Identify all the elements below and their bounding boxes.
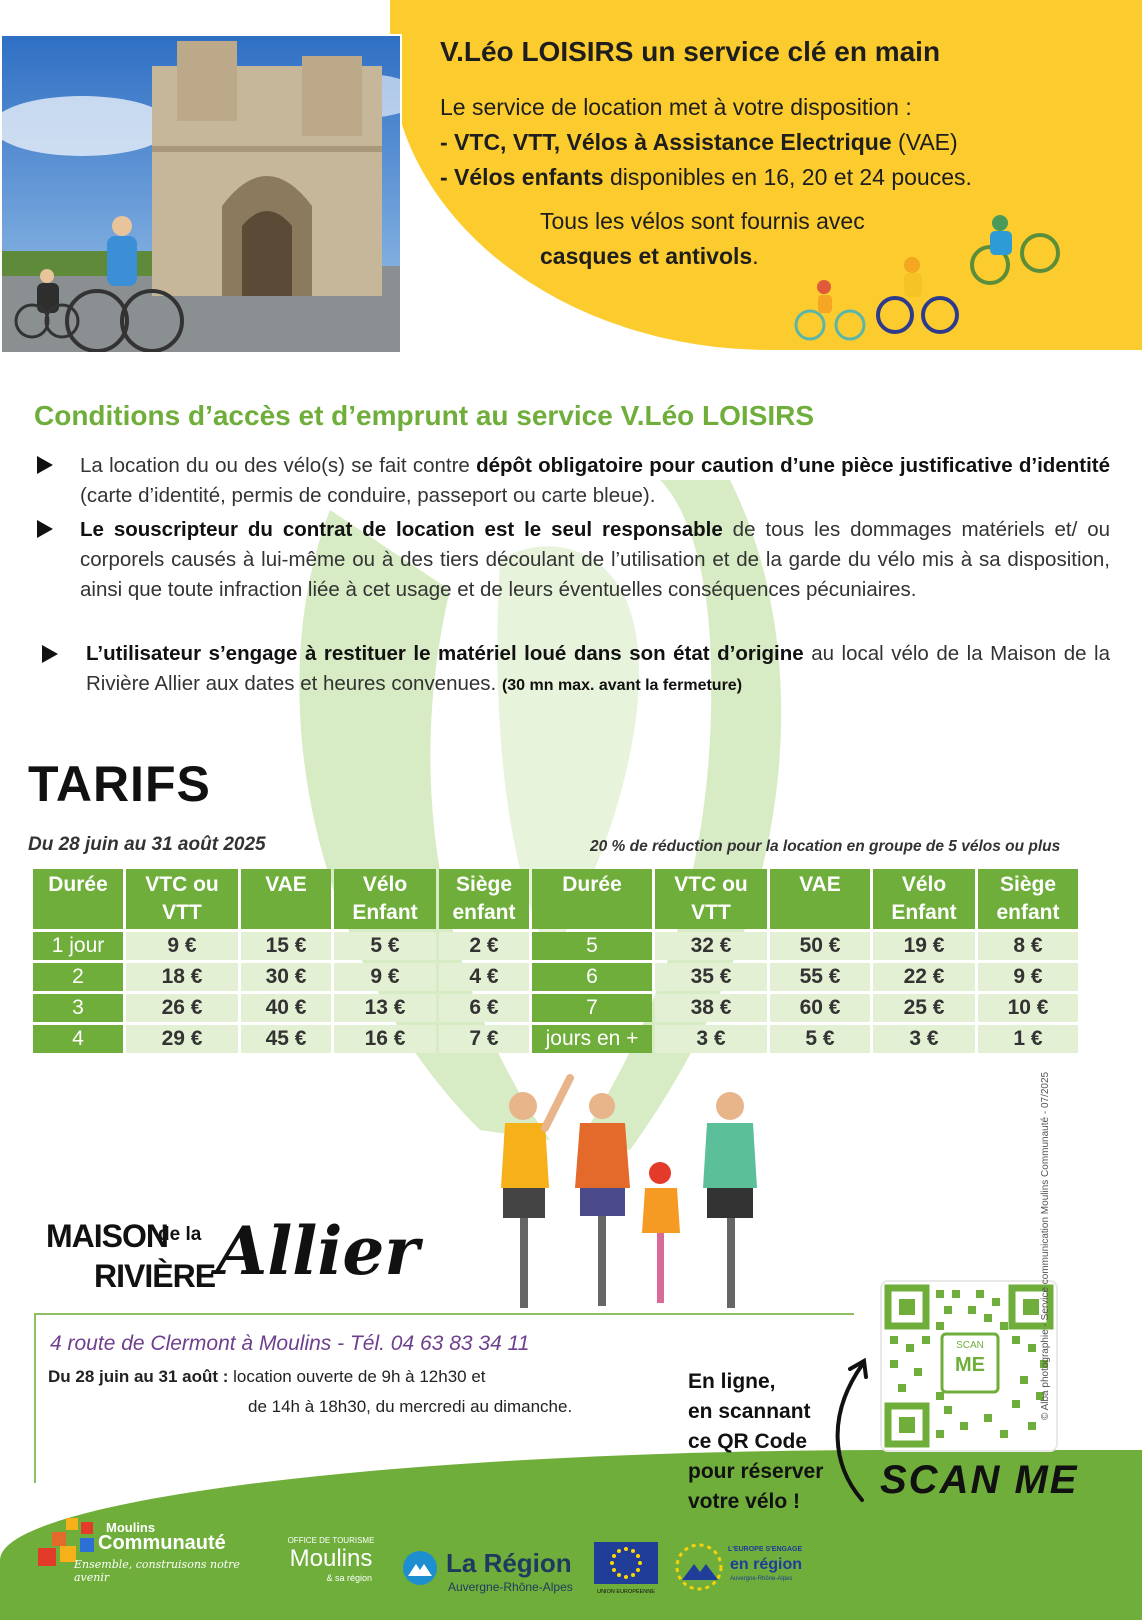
price-cell: 50 € <box>770 932 870 960</box>
duration-cell: 1 jour <box>33 932 123 960</box>
price-cell: 4 € <box>439 963 529 991</box>
price-cell: 16 € <box>334 1025 436 1053</box>
duration-cell: jours en + <box>532 1025 652 1053</box>
table-row <box>33 963 1078 991</box>
price-cell: 7 € <box>439 1025 529 1053</box>
duration-cell: 4 <box>33 1025 123 1053</box>
logo-text: Communauté <box>98 1532 226 1554</box>
price-cell: 29 € <box>126 1025 238 1053</box>
logo-tagline: Ensemble, construisons notre avenir <box>74 1558 240 1584</box>
price-cell: 9 € <box>334 963 436 991</box>
opening-hours-line-2: de 14h à 18h30, du mercredi au dimanche. <box>248 1397 573 1416</box>
price-cell: 6 € <box>439 994 529 1022</box>
col-velo-enfant: Vélo Enfant <box>873 869 975 929</box>
price-cell: 19 € <box>873 932 975 960</box>
reservation-qr-code[interactable] <box>880 1280 1058 1452</box>
intro-line-1: Le service de location met à votre disposition : <box>440 94 912 120</box>
opening-hours: Du 28 juin au 31 août : location ouverte de 9h à 12h30 et <box>48 1367 486 1386</box>
eu-flag-logo: UNION EUROPÉENNE <box>594 1542 658 1595</box>
logo-word-riviere: RIVIÈRE <box>94 1258 216 1294</box>
price-cell: 15 € <box>241 932 331 960</box>
curved-arrow-icon <box>822 1355 882 1505</box>
tarifs-title: TARIFS <box>28 756 211 812</box>
service-title: V.Léo LOISIRS un service clé en main <box>440 36 941 67</box>
bullet-arrow-icon <box>37 520 53 538</box>
eu-flag-icon <box>594 1542 658 1584</box>
price-cell: 60 € <box>770 994 870 1022</box>
price-cell: 32 € <box>655 932 767 960</box>
table-row <box>33 994 1078 1022</box>
logo-word-de-la: de la <box>158 1224 202 1245</box>
scan-me-caption: SCAN ME <box>880 1458 1079 1502</box>
bullet-arrow-icon <box>37 456 53 474</box>
table-row <box>33 1025 1078 1053</box>
child-cyclist-icon <box>642 1162 680 1303</box>
kids-cycling-illustration <box>790 215 1070 345</box>
table-row <box>33 932 1078 960</box>
price-cell: 5 € <box>770 1025 870 1053</box>
office-tourisme-logo: OFFICE DE TOURISME Moulins & sa région <box>287 1536 375 1583</box>
price-cell: 1 € <box>978 1025 1078 1053</box>
photo-credit: © Alba photographie - Service communication Moulins Communauté - 07/2025 <box>1040 1071 1051 1420</box>
logo-text: Moulins <box>106 1520 156 1535</box>
col-velo-enfant: Vélo Enfant <box>334 869 436 929</box>
helmets-line-2: casques et antivols. <box>540 243 759 269</box>
scan-instructions: En ligne, en scannant ce QR Code pour réserver votre vélo ! <box>688 1370 824 1513</box>
service-intro <box>440 90 1120 195</box>
condition-item-1: La location du ou des vélo(s) se fait contre dépôt obligatoire pour caution d’une pièce justificative d’identité (carte d’identité, permis de conduire, passeport ou carte bleue). <box>80 454 1110 507</box>
logo-word-allier: Allier <box>216 1212 420 1290</box>
price-cell: 45 € <box>241 1025 331 1053</box>
price-cell: 2 € <box>439 932 529 960</box>
father-cyclist-icon <box>501 1078 570 1308</box>
family-cycling-illustration <box>485 1068 785 1318</box>
teen-cyclist-icon <box>703 1092 757 1308</box>
price-cell: 9 € <box>126 932 238 960</box>
price-cell: 30 € <box>241 963 331 991</box>
price-cell: 26 € <box>126 994 238 1022</box>
col-vtc-vtt: VTC ou VTT <box>126 869 238 929</box>
col-vae: VAE <box>770 869 870 929</box>
col-siege-enfant: Siège enfant <box>978 869 1078 929</box>
price-cell: 40 € <box>241 994 331 1022</box>
mother-cyclist-icon <box>575 1093 630 1306</box>
logo-word-maison: MAISON <box>46 1218 168 1254</box>
price-cell: 3 € <box>655 1025 767 1053</box>
duration-cell: 2 <box>33 963 123 991</box>
col-duree: Durée <box>33 869 123 929</box>
child-bike-icon <box>796 280 864 339</box>
price-cell: 38 € <box>655 994 767 1022</box>
price-cell: 22 € <box>873 963 975 991</box>
intro-line-2: - VTC, VTT, Vélos à Assistance Electrique (VAE) <box>440 129 958 155</box>
col-vtc-vtt: VTC ou VTT <box>655 869 767 929</box>
tarifs-period: Du 28 juin au 31 août 2025 <box>28 834 266 855</box>
price-table <box>30 866 1081 1056</box>
col-siege-enfant: Siège enfant <box>439 869 529 929</box>
region-mountain-icon <box>402 1550 438 1586</box>
conditions-title: Conditions d’accès et d’emprunt au service V.Léo LOISIRS <box>34 400 815 431</box>
qr-label-scan: SCAN <box>956 1340 984 1351</box>
moulins-communaute-logo <box>36 1518 266 1588</box>
price-cell: 3 € <box>873 1025 975 1053</box>
price-cell: 8 € <box>978 932 1078 960</box>
cathedral-cyclists-photo <box>0 34 402 354</box>
adult-bike-icon <box>972 215 1058 283</box>
helmets-line-1: Tous les vélos sont fournis avec <box>540 208 865 234</box>
duration-cell: 5 <box>532 932 652 960</box>
price-cell: 25 € <box>873 994 975 1022</box>
price-cell: 10 € <box>978 994 1078 1022</box>
condition-item-3: L’utilisateur s’engage à restituer le matériel loué dans son état d’origine au local vélo de la Maison de la Rivière Allier aux dates et heures convenues. (30 mn max. avant la fermeture) <box>86 642 1110 695</box>
price-cell: 13 € <box>334 994 436 1022</box>
condition-item-2: Le souscripteur du contrat de location est le seul responsable de tous les dommages matériels et/ ou corporels causés à lui-même ou à des tiers découlant de l’utilisation et de la garde du vélo mis à sa disposition, ainsi que toute infraction liée à cet usage et de leurs éventuelles conséquences pécuniaires. <box>80 518 1110 601</box>
price-cell: 9 € <box>978 963 1078 991</box>
price-table-header <box>33 869 1078 929</box>
address-phone: 4 route de Clermont à Moulins - Tél. 04 63 83 34 11 <box>50 1332 530 1355</box>
col-vae: VAE <box>241 869 331 929</box>
group-reduction-note: 20 % de réduction pour la location en groupe de 5 vélos ou plus <box>590 838 1061 855</box>
duration-cell: 7 <box>532 994 652 1022</box>
price-cell: 35 € <box>655 963 767 991</box>
price-cell: 55 € <box>770 963 870 991</box>
intro-line-3: - Vélos enfants disponibles en 16, 20 et 24 pouces. <box>440 164 972 190</box>
maison-riviere-allier-logo <box>46 1212 426 1298</box>
qr-label-me: ME <box>955 1354 985 1376</box>
teen-bike-icon <box>878 257 957 332</box>
duration-cell: 6 <box>532 963 652 991</box>
bullet-arrow-icon <box>42 645 58 663</box>
price-cell: 5 € <box>334 932 436 960</box>
price-cell: 18 € <box>126 963 238 991</box>
col-duree: Durée <box>532 869 652 929</box>
europe-stars-icon <box>672 1542 726 1592</box>
duration-cell: 3 <box>33 994 123 1022</box>
